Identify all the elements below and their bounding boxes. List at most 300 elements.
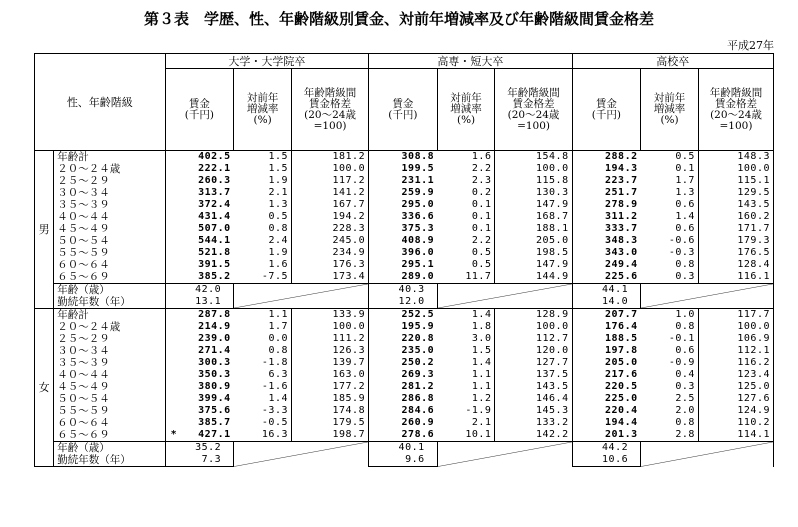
- change-rate-cell: [234, 333, 292, 345]
- wage-cell: [369, 223, 438, 235]
- table-row: [35, 321, 774, 333]
- change-rate-cell: [234, 163, 292, 175]
- wage-table: [34, 53, 774, 467]
- change-rate-cell: [641, 271, 699, 284]
- sex-label: 女: [35, 309, 54, 467]
- age-group-label: 年齢計: [54, 309, 165, 322]
- change-rate-cell: [234, 259, 292, 271]
- wage-cell: [369, 163, 438, 175]
- cell-value: 223.7: [605, 175, 638, 186]
- wage-differential-cell: [495, 369, 572, 381]
- change-rate-cell: [641, 321, 699, 333]
- wage-cell: [165, 381, 234, 393]
- wage-cell: [572, 321, 641, 333]
- cell-value: 117.7: [737, 309, 770, 320]
- cell-value: 271.4: [198, 345, 231, 356]
- cell-value: 100.0: [737, 321, 770, 332]
- change-rate-cell: [641, 163, 699, 175]
- cell-value: 399.4: [198, 393, 231, 404]
- change-rate-column-header: 対前年 増減率 (%): [641, 69, 699, 151]
- cell-value: 112.1: [737, 345, 770, 356]
- wage-cell: [572, 333, 641, 345]
- row-header-label: 性、年齢階級: [35, 54, 166, 151]
- change-rate-cell: [234, 199, 292, 211]
- wage-differential-cell: [495, 175, 572, 187]
- wage-differential-cell: [292, 321, 369, 333]
- average-age-value: 40.3: [369, 284, 438, 297]
- cell-value: 127.7: [535, 357, 569, 368]
- wage-cell: [369, 333, 438, 345]
- age-group-label: ４０～４４: [54, 211, 165, 223]
- wage-cell: [165, 405, 234, 417]
- change-rate-cell: [437, 345, 495, 357]
- cell-value: 0.5: [675, 151, 695, 162]
- change-rate-cell: [437, 211, 495, 223]
- wage-differential-cell: [292, 405, 369, 417]
- cell-value: 130.3: [535, 187, 569, 198]
- cell-value: 0.8: [268, 223, 288, 234]
- wage-differential-cell: [495, 345, 572, 357]
- age-group-label: ５５～５９: [54, 405, 165, 417]
- cell-value: 0.8: [675, 259, 695, 270]
- sex-label: 男: [35, 151, 54, 309]
- cell-value: 0.2: [471, 187, 492, 198]
- table-row: [35, 309, 774, 322]
- change-rate-cell: [437, 259, 495, 271]
- cell-value: 133.9: [332, 309, 366, 320]
- wage-cell: [572, 235, 641, 247]
- cell-value: 234.9: [332, 247, 366, 258]
- cell-value: 207.7: [605, 309, 638, 320]
- wage-differential-cell: [292, 369, 369, 381]
- cell-value: 145.3: [535, 405, 569, 416]
- cell-value: 1.5: [471, 345, 492, 356]
- cell-value: -0.6: [668, 235, 695, 246]
- wage-cell: [165, 321, 234, 333]
- change-rate-cell: [437, 381, 495, 393]
- change-rate-cell: [234, 211, 292, 223]
- wage-cell: [572, 309, 641, 322]
- change-rate-cell: [234, 235, 292, 247]
- wage-column-header: 賃金 (千円): [369, 69, 438, 151]
- cell-value: 100.0: [535, 321, 569, 332]
- cell-value: 1.2: [471, 393, 492, 404]
- wage-differential-cell: [292, 417, 369, 429]
- cell-value: 173.4: [332, 271, 366, 282]
- wage-cell: [165, 187, 234, 199]
- wage-cell: [165, 357, 234, 369]
- cell-value: 295.1: [401, 259, 435, 270]
- cell-value: 125.0: [737, 381, 770, 392]
- wage-cell: [572, 357, 641, 369]
- diagonal-slash: [641, 442, 773, 467]
- wage-differential-cell: [495, 357, 572, 369]
- change-rate-cell: [437, 429, 495, 442]
- change-rate-cell: [437, 175, 495, 187]
- cell-value: 2.0: [675, 405, 695, 416]
- wage-cell: [572, 187, 641, 199]
- cell-value: 231.1: [401, 175, 435, 186]
- cell-value: 194.2: [332, 211, 366, 222]
- cell-value: -0.3: [668, 247, 695, 258]
- wage-differential-cell: [698, 259, 773, 271]
- change-rate-column-header: 対前年 増減率 (%): [437, 69, 495, 151]
- cell-value: 163.0: [332, 369, 366, 380]
- wage-differential-cell: [495, 259, 572, 271]
- cell-value: 308.8: [401, 151, 435, 162]
- wage-cell: [572, 163, 641, 175]
- cell-value: 10.1: [465, 429, 492, 440]
- average-age-label: 年齢（歳）: [54, 284, 165, 297]
- change-rate-cell: [234, 417, 292, 429]
- cell-value: 171.7: [737, 223, 770, 234]
- age-group-label: 年齢計: [54, 151, 165, 164]
- cell-value: 225.0: [605, 393, 638, 404]
- wage-differential-cell: [495, 247, 572, 259]
- cell-value: 396.0: [401, 247, 435, 258]
- table-row: [35, 345, 774, 357]
- wage-cell: [369, 345, 438, 357]
- wage-cell: [165, 393, 234, 405]
- change-rate-cell: [437, 393, 495, 405]
- wage-cell: [165, 199, 234, 211]
- change-rate-cell: [437, 151, 495, 164]
- cell-value: 194.4: [605, 417, 638, 428]
- wage-cell: [572, 345, 641, 357]
- cell-value: 1.5: [268, 151, 288, 162]
- cell-value: 168.7: [535, 211, 569, 222]
- average-age-value: 44.1: [572, 284, 641, 297]
- cell-value: 144.9: [535, 271, 569, 282]
- change-rate-cell: [437, 405, 495, 417]
- table-row: [35, 393, 774, 405]
- wage-differential-cell: [495, 381, 572, 393]
- age-group-label: ４５～４９: [54, 223, 165, 235]
- cell-value: 2.1: [268, 187, 288, 198]
- cell-value: 147.9: [535, 259, 569, 270]
- cell-value: 188.1: [535, 223, 569, 234]
- cell-value: 251.7: [605, 187, 638, 198]
- wage-differential-cell: [292, 309, 369, 322]
- change-rate-cell: [641, 259, 699, 271]
- cell-value: 336.6: [401, 211, 435, 222]
- wage-differential-cell: [292, 271, 369, 284]
- wage-differential-cell: [292, 247, 369, 259]
- table-row: [35, 405, 774, 417]
- cell-value: 214.9: [198, 321, 231, 332]
- cell-value: 385.2: [198, 271, 231, 282]
- change-rate-cell: [437, 357, 495, 369]
- cell-value: 197.8: [605, 345, 638, 356]
- change-rate-cell: [437, 235, 495, 247]
- average-tenure-label: 勤続年数（年）: [54, 454, 165, 467]
- age-group-label: ５０～５４: [54, 393, 165, 405]
- not-applicable-cell: [437, 442, 572, 467]
- table-row: [35, 381, 774, 393]
- average-age-row: [35, 442, 774, 455]
- cell-value: 289.0: [401, 271, 435, 282]
- cell-value: 1.3: [268, 199, 288, 210]
- cell-value: 1.4: [268, 393, 288, 404]
- cell-value: 1.7: [268, 321, 288, 332]
- wage-differential-cell: [292, 187, 369, 199]
- cell-value: 2.3: [471, 175, 492, 186]
- wage-differential-cell: [698, 369, 773, 381]
- cell-value: 194.3: [605, 163, 638, 174]
- wage-differential-cell: [292, 223, 369, 235]
- cell-value: 284.6: [401, 405, 435, 416]
- table-row: [35, 199, 774, 211]
- cell-value: -1.8: [261, 357, 288, 368]
- wage-differential-cell: [698, 357, 773, 369]
- cell-value: 260.3: [198, 175, 231, 186]
- age-group-label: ６５～６９: [54, 271, 165, 284]
- cell-value: 295.0: [401, 199, 435, 210]
- cell-value: 375.3: [401, 223, 435, 234]
- cell-value: 333.7: [605, 223, 638, 234]
- cell-value: 0.8: [675, 321, 695, 332]
- cell-value: 521.8: [198, 247, 231, 258]
- change-rate-cell: [234, 309, 292, 322]
- wage-differential-cell: [495, 211, 572, 223]
- cell-value: 300.3: [198, 357, 231, 368]
- cell-value: 220.4: [605, 405, 638, 416]
- wage-differential-cell: [292, 199, 369, 211]
- cell-value: 16.3: [261, 429, 288, 440]
- cell-value: -3.3: [261, 405, 288, 416]
- change-rate-cell: [641, 309, 699, 322]
- cell-value: 252.5: [401, 309, 435, 320]
- cell-value: 220.5: [605, 381, 638, 392]
- change-rate-cell: [641, 333, 699, 345]
- table-row: [35, 417, 774, 429]
- cell-value: 0.5: [268, 211, 288, 222]
- change-rate-cell: [234, 357, 292, 369]
- change-rate-cell: [234, 223, 292, 235]
- cell-value: -7.5: [261, 271, 288, 282]
- cell-value: 408.9: [401, 235, 435, 246]
- change-rate-cell: [641, 369, 699, 381]
- average-age-value: 40.1: [369, 442, 438, 455]
- cell-value: 116.1: [737, 271, 770, 282]
- wage-cell: [369, 259, 438, 271]
- table-row: [35, 247, 774, 259]
- table-row: [35, 163, 774, 175]
- wage-differential-cell: [698, 345, 773, 357]
- cell-value: 2.2: [471, 235, 492, 246]
- change-rate-cell: [641, 405, 699, 417]
- cell-value: 0.4: [675, 369, 695, 380]
- average-age-value: 44.2: [572, 442, 641, 455]
- change-rate-cell: [437, 321, 495, 333]
- cell-value: 11.7: [465, 271, 492, 282]
- cell-value: 123.4: [737, 369, 770, 380]
- cell-value: 176.5: [737, 247, 770, 258]
- wage-differential-cell: [495, 321, 572, 333]
- diagonal-slash: [438, 442, 572, 467]
- cell-value: 372.4: [198, 199, 231, 210]
- cell-value: 0.1: [471, 211, 492, 222]
- cell-value: 217.6: [605, 369, 638, 380]
- education-group-header: 大学・大学院卒: [165, 54, 368, 69]
- cell-value: 222.1: [198, 163, 231, 174]
- cell-value: 143.5: [535, 381, 569, 392]
- wage-differential-cell: [698, 223, 773, 235]
- cell-value: 198.7: [332, 429, 366, 440]
- change-rate-cell: [437, 223, 495, 235]
- table-row: [35, 429, 774, 442]
- wage-cell: [572, 151, 641, 164]
- wage-cell: [572, 429, 641, 442]
- change-rate-cell: [234, 429, 292, 442]
- cell-value: 1.4: [471, 309, 492, 320]
- cell-value: 129.5: [737, 187, 770, 198]
- cell-value: 1.0: [675, 309, 695, 320]
- cell-value: 126.3: [332, 345, 366, 356]
- wage-cell: [369, 247, 438, 259]
- average-tenure-value: 12.0: [369, 296, 438, 309]
- wage-differential-cell: [495, 223, 572, 235]
- cell-value: 286.8: [401, 393, 435, 404]
- wage-cell: [369, 271, 438, 284]
- cell-value: 201.3: [605, 429, 638, 440]
- cell-value: 220.8: [401, 333, 435, 344]
- wage-cell: [165, 271, 234, 284]
- age-group-label: ５０～５４: [54, 235, 165, 247]
- wage-cell: [369, 235, 438, 247]
- cell-value: 1.3: [675, 187, 695, 198]
- change-rate-cell: [437, 369, 495, 381]
- change-rate-cell: [641, 357, 699, 369]
- wage-cell: [165, 235, 234, 247]
- change-rate-cell: [641, 345, 699, 357]
- cell-value: 143.5: [737, 199, 770, 210]
- cell-value: 147.9: [535, 199, 569, 210]
- cell-value: 111.2: [332, 333, 366, 344]
- cell-value: 2.4: [268, 235, 288, 246]
- wage-differential-cell: [495, 393, 572, 405]
- cell-value: 115.1: [737, 175, 770, 186]
- cell-value: 1.4: [675, 211, 695, 222]
- age-group-label: ２５～２９: [54, 175, 165, 187]
- wage-differential-cell: [698, 163, 773, 175]
- wage-cell: [572, 247, 641, 259]
- wage-differential-cell: [495, 429, 572, 442]
- wage-cell: [369, 187, 438, 199]
- table-row: [35, 333, 774, 345]
- cell-value: 1.6: [471, 151, 492, 162]
- change-rate-cell: [641, 211, 699, 223]
- change-rate-cell: [437, 309, 495, 322]
- cell-value: 2.5: [675, 393, 695, 404]
- cell-value: 205.0: [535, 235, 569, 246]
- cell-value: 106.9: [737, 333, 770, 344]
- cell-value: 154.8: [535, 151, 569, 162]
- age-group-label: ３０～３４: [54, 187, 165, 199]
- wage-differential-cell: [698, 211, 773, 223]
- wage-cell: [369, 211, 438, 223]
- wage-cell: [369, 357, 438, 369]
- age-group-label: ２５～２９: [54, 333, 165, 345]
- not-applicable-cell: [234, 284, 369, 309]
- change-rate-cell: [234, 369, 292, 381]
- cell-value: 507.0: [198, 223, 231, 234]
- diagonal-slash: [234, 284, 368, 308]
- cell-value: 100.0: [737, 163, 770, 174]
- change-rate-cell: [234, 187, 292, 199]
- age-group-label: ３５～３９: [54, 199, 165, 211]
- cell-value: 188.5: [605, 333, 638, 344]
- education-group-header: 高専・短大卒: [369, 54, 572, 69]
- not-applicable-cell: [641, 284, 774, 309]
- wage-cell: [572, 381, 641, 393]
- change-rate-cell: [641, 393, 699, 405]
- wage-differential-cell: [698, 333, 773, 345]
- cell-value: 245.0: [332, 235, 366, 246]
- cell-value: 313.7: [198, 187, 231, 198]
- cell-value: 160.2: [737, 211, 770, 222]
- change-rate-cell: [234, 405, 292, 417]
- wage-differential-cell: [292, 393, 369, 405]
- cell-value: 0.5: [471, 259, 492, 270]
- wage-cell: [572, 393, 641, 405]
- cell-value: 427.1: [198, 429, 231, 440]
- cell-value: 0.8: [268, 345, 288, 356]
- cell-value: 1.1: [471, 369, 492, 380]
- cell-value: 114.1: [737, 429, 770, 440]
- average-age-label: 年齢（歳）: [54, 442, 165, 455]
- wage-cell: [165, 223, 234, 235]
- wage-differential-cell: [495, 417, 572, 429]
- cell-value: 402.5: [198, 151, 231, 162]
- cell-value: 259.9: [401, 187, 435, 198]
- average-age-value: 35.2: [165, 442, 234, 455]
- not-applicable-cell: [234, 442, 369, 467]
- change-rate-cell: [234, 345, 292, 357]
- cell-value: 2.2: [471, 163, 492, 174]
- age-group-label: ６５～６９: [54, 429, 165, 442]
- cell-value: 1.6: [268, 259, 288, 270]
- cell-value: 6.3: [268, 369, 288, 380]
- table-row: [35, 271, 774, 284]
- cell-value: 0.6: [675, 223, 695, 234]
- wage-differential-cell: [292, 211, 369, 223]
- cell-value: 311.2: [605, 211, 638, 222]
- age-group-label: ２０～２４歳: [54, 163, 165, 175]
- cell-value: -1.9: [465, 405, 492, 416]
- change-rate-cell: [641, 187, 699, 199]
- table-row: [35, 235, 774, 247]
- cell-value: 199.5: [401, 163, 435, 174]
- change-rate-cell: [641, 235, 699, 247]
- cell-value: 177.2: [332, 381, 366, 392]
- wage-cell: [165, 333, 234, 345]
- wage-cell: [165, 175, 234, 187]
- wage-differential-cell: [292, 175, 369, 187]
- wage-differential-cell: [292, 259, 369, 271]
- table-title: 第３表 学歴、性、年齢階級別賃金、対前年増減率及び年齢階級間賃金格差: [143, 10, 654, 28]
- change-rate-column-header: 対前年 増減率 (%): [234, 69, 292, 151]
- cell-value: 0.6: [675, 199, 695, 210]
- cell-value: 350.3: [198, 369, 231, 380]
- wage-differential-cell: [292, 151, 369, 164]
- average-tenure-value: 7.3: [165, 454, 234, 467]
- wage-differential-cell: [698, 175, 773, 187]
- change-rate-cell: [641, 381, 699, 393]
- wage-differential-cell: [495, 235, 572, 247]
- header-group-row: [35, 54, 774, 69]
- cell-value: 0.1: [471, 199, 492, 210]
